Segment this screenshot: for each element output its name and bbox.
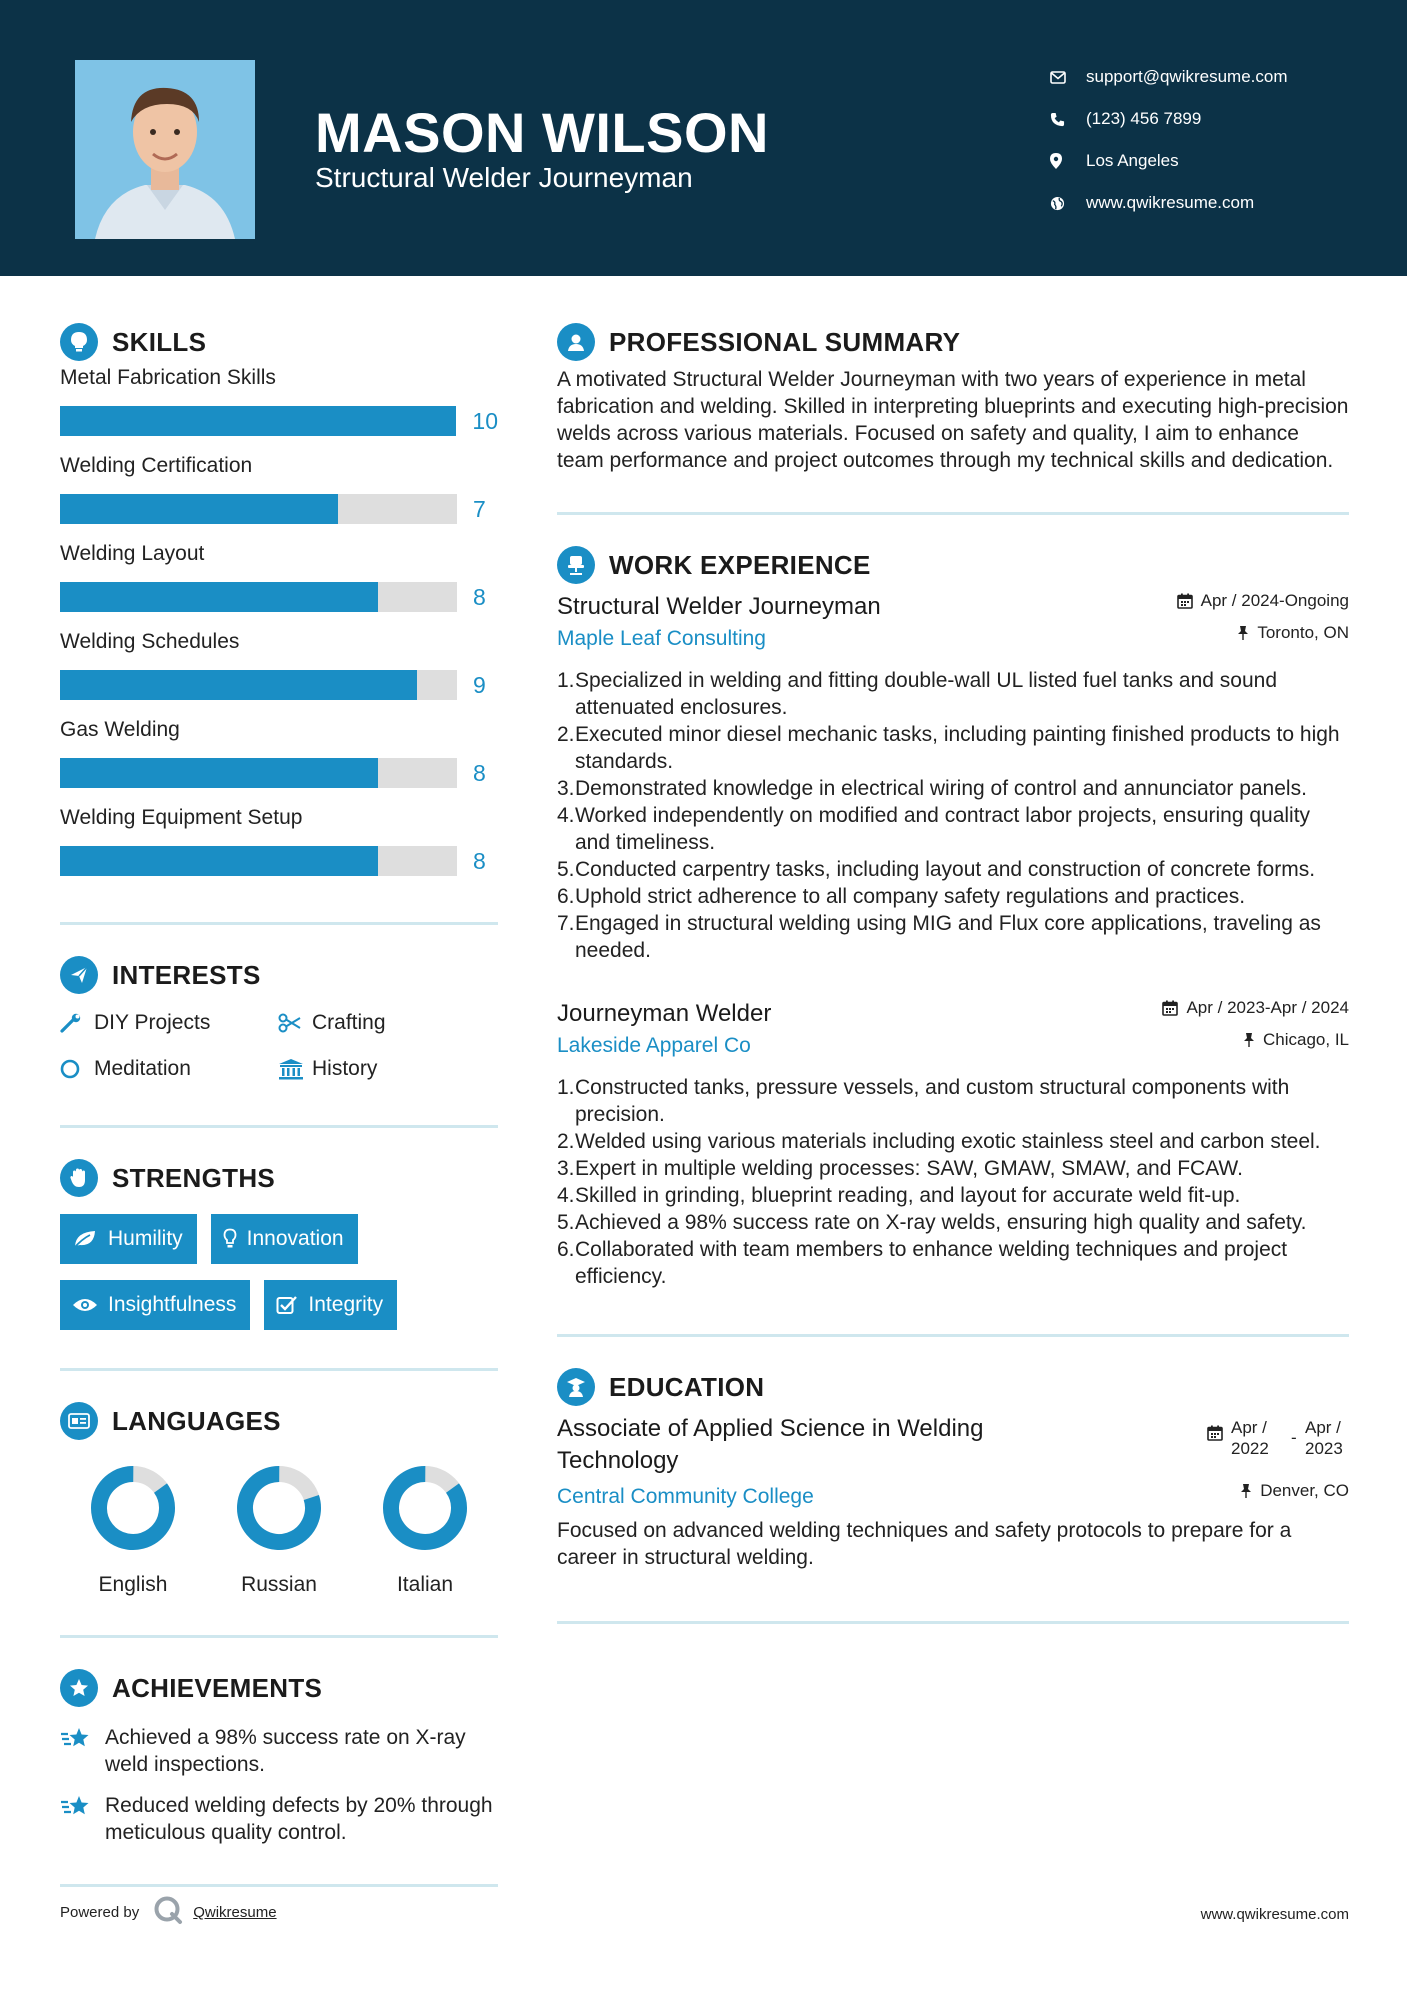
contact-list <box>1050 56 1390 224</box>
bullet-text: Achieved a 98% success rate on X-ray welds, ensuring high quality and safety. <box>575 1211 1307 1234</box>
skill-item <box>60 534 498 620</box>
language-donut <box>88 1463 178 1553</box>
language-donut-level <box>88 1463 178 1553</box>
qwikresume-link[interactable]: Qwikresume <box>193 1904 277 1921</box>
skill-bar-fill <box>60 758 378 788</box>
education-date-start: Apr / 2022 <box>1231 1418 1269 1458</box>
job-date-text: Apr / 2024-Ongoing <box>1200 591 1349 610</box>
language-item <box>60 1463 206 1597</box>
contact-email[interactable] <box>1050 56 1390 98</box>
skill-name: Welding Certification <box>60 454 253 477</box>
strength-label: Insightfulness <box>108 1293 237 1316</box>
job-bullet <box>557 856 1349 883</box>
summary-section <box>557 320 1349 474</box>
skill-value: 8 <box>473 847 486 874</box>
education-title: EDUCATION <box>609 1371 765 1402</box>
footer-powered-by <box>60 1895 277 1930</box>
job-location-text: Chicago, IL <box>1263 1030 1349 1049</box>
bullet-text: Executed minor diesel mechanic tasks, including painting finished products to high standards. <box>575 723 1340 773</box>
section-divider <box>60 1884 498 1887</box>
education-date-end: Apr / 2023 <box>1305 1418 1343 1458</box>
skill-bar <box>60 406 456 436</box>
interest-crafting <box>278 1007 496 1039</box>
skill-row <box>60 574 498 620</box>
education-section <box>557 1365 1349 1571</box>
office-chair-icon <box>557 546 595 584</box>
section-divider <box>557 1334 1349 1337</box>
calendar-icon <box>1177 593 1193 609</box>
lightbulb-icon <box>223 1228 237 1250</box>
skill-bar <box>60 758 457 788</box>
candidate-name: MASON WILSON <box>315 101 769 164</box>
experience-section <box>557 543 1349 1290</box>
contact-website[interactable] <box>1050 182 1390 224</box>
job-title: Journeyman Welder <box>557 1000 772 1027</box>
skill-bar <box>60 670 457 700</box>
user-icon <box>557 323 595 361</box>
job-header <box>557 591 1349 623</box>
globe-icon <box>1050 196 1086 211</box>
language-item <box>352 1463 498 1597</box>
job-bullet <box>557 1128 1349 1155</box>
job-entry <box>557 998 1349 1290</box>
skill-bar-fill <box>60 494 338 524</box>
bullet-number: 2. <box>557 1130 575 1153</box>
language-donut <box>234 1463 324 1553</box>
skill-name: Welding Layout <box>60 542 205 565</box>
job-location-text: Toronto, ON <box>1257 623 1349 642</box>
bullet-number: 1. <box>557 669 575 692</box>
skill-bar <box>60 846 457 876</box>
job-bullet <box>557 910 1349 964</box>
interest-history <box>278 1053 496 1085</box>
section-divider <box>60 1368 498 1371</box>
skill-bar <box>60 582 457 612</box>
skill-row <box>60 838 498 884</box>
strength-innovation <box>211 1214 358 1264</box>
strength-label: Innovation <box>246 1227 344 1250</box>
language-item <box>206 1463 352 1597</box>
skill-row <box>60 486 498 532</box>
section-divider <box>557 512 1349 515</box>
bullet-number: 5. <box>557 858 575 881</box>
interest-label: DIY Projects <box>94 1011 211 1034</box>
profile-photo <box>75 60 255 239</box>
language-name: Italian <box>396 1573 454 1596</box>
phone-icon <box>1050 112 1086 127</box>
job-bullets <box>557 667 1349 964</box>
language-name: Russian <box>241 1573 317 1596</box>
bullet-number: 3. <box>557 777 575 800</box>
bullet-text: Specialized in welding and fitting double-wall UL listed fuel tanks and sound attenuated enclosures. <box>575 669 1277 719</box>
language-name: English <box>98 1573 168 1596</box>
footer-url[interactable]: www.qwikresume.com <box>1200 1906 1349 1923</box>
skill-bar <box>60 494 457 524</box>
skill-value: 9 <box>473 671 486 698</box>
job-bullet <box>557 775 1349 802</box>
bullet-text: Engaged in structural welding using MIG and Flux core applications, traveling as needed. <box>575 912 1321 962</box>
map-pin-icon <box>1050 153 1086 169</box>
bullet-text: Demonstrated knowledge in electrical wiring of control and annunciator panels. <box>575 777 1307 800</box>
bullet-number: 6. <box>557 885 575 908</box>
leaf-icon <box>72 1229 98 1249</box>
summary-text: A motivated Structural Welder Journeyman with two years of experience in metal fabrication and welding. Skilled in interpreting blueprints and executing high-precision welds across various materials. Focused on safety and quality, I aim to enhance team performance and project outcomes through my technical skills and dedication. <box>557 368 1349 472</box>
skill-row <box>60 662 498 708</box>
pushpin-icon <box>1240 1483 1252 1499</box>
interest-meditation <box>60 1053 278 1085</box>
achievements-section <box>60 1666 498 1846</box>
skill-value: 10 <box>472 407 498 434</box>
job-title: Structural Welder Journeyman <box>557 593 881 620</box>
job-bullet <box>557 1209 1349 1236</box>
skill-item <box>60 358 498 444</box>
strength-insightfulness <box>60 1280 250 1330</box>
hand-icon <box>60 1159 98 1197</box>
calendar-icon <box>1207 1425 1223 1441</box>
interest-label: Meditation <box>94 1057 191 1080</box>
job-bullet <box>557 883 1349 910</box>
bullet-number: 7. <box>557 912 575 935</box>
bullet-text: Skilled in grinding, blueprint reading, and layout for accurate weld fit-up. <box>575 1184 1241 1207</box>
bullet-number: 1. <box>557 1076 575 1099</box>
skill-bar-fill <box>60 582 378 612</box>
section-divider <box>60 922 498 925</box>
bullet-number: 5. <box>557 1211 575 1234</box>
bullet-number: 4. <box>557 1184 575 1207</box>
strength-humility <box>60 1214 197 1264</box>
star-icon <box>60 1669 98 1707</box>
envelope-icon <box>1050 71 1086 84</box>
language-donut <box>380 1463 470 1553</box>
job-date <box>1177 591 1349 611</box>
achievement-item <box>60 1792 498 1846</box>
shooting-star-icon <box>60 1724 105 1778</box>
check-square-icon <box>276 1295 298 1315</box>
strengths-section <box>60 1156 498 1330</box>
job-bullet <box>557 1074 1349 1128</box>
skill-bar-fill <box>60 406 456 436</box>
education-school: Central Community College <box>557 1485 814 1508</box>
bullet-text: Constructed tanks, pressure vessels, and custom structural components with precision. <box>575 1076 1290 1126</box>
section-divider <box>557 1621 1349 1624</box>
job-entry <box>557 591 1349 964</box>
skill-bar-fill <box>60 846 378 876</box>
achievement-item <box>60 1724 498 1778</box>
job-bullet <box>557 802 1349 856</box>
bullet-text: Collaborated with team members to enhance welding techniques and project efficiency. <box>575 1238 1288 1288</box>
achievement-text: Achieved a 98% success rate on X-ray weld inspections. <box>105 1726 466 1776</box>
job-company: Lakeside Apparel Co <box>557 1034 751 1057</box>
resume-header <box>0 0 1407 276</box>
museum-icon <box>278 1058 312 1080</box>
summary-title: PROFESSIONAL SUMMARY <box>609 326 961 357</box>
job-date-text: Apr / 2023-Apr / 2024 <box>1186 998 1349 1017</box>
education-date-separator: - <box>1291 1428 1297 1447</box>
skills-section <box>60 320 498 884</box>
bullet-number: 6. <box>557 1238 575 1261</box>
skill-name: Welding Equipment Setup <box>60 806 303 829</box>
job-subheader <box>557 1030 1349 1062</box>
education-degree: Associate of Applied Science in Welding Technology <box>557 1415 984 1474</box>
section-divider <box>60 1635 498 1638</box>
job-bullets <box>557 1074 1349 1290</box>
skill-name: Metal Fabrication Skills <box>60 366 276 389</box>
candidate-title: Structural Welder Journeyman <box>315 162 693 193</box>
job-bullet <box>557 1236 1349 1290</box>
job-bullet <box>557 1155 1349 1182</box>
interest-label: Crafting <box>312 1011 386 1034</box>
graduate-icon <box>557 1368 595 1406</box>
section-divider <box>60 1125 498 1128</box>
bullet-text: Welded using various materials including exotic stainless steel and carbon steel. <box>575 1130 1321 1153</box>
skill-value: 8 <box>473 759 486 786</box>
skill-item <box>60 446 498 532</box>
eye-icon <box>72 1297 98 1313</box>
strengths-title: STRENGTHS <box>112 1162 276 1193</box>
right-column <box>557 320 1349 1624</box>
language-donut-level <box>380 1463 470 1553</box>
lightbulb-icon <box>60 323 98 361</box>
bullet-text: Expert in multiple welding processes: SAW, GMAW, SMAW, and FCAW. <box>575 1157 1243 1180</box>
scissors-icon <box>278 1013 312 1033</box>
circle-icon <box>60 1058 94 1080</box>
interests-title: INTERESTS <box>112 959 261 990</box>
wrench-icon <box>60 1012 94 1034</box>
pushpin-icon <box>1237 625 1249 641</box>
experience-title: WORK EXPERIENCE <box>609 549 871 580</box>
interests-section <box>60 953 498 1085</box>
skill-row <box>60 750 498 796</box>
strength-label: Integrity <box>308 1293 384 1316</box>
job-bullet <box>557 667 1349 721</box>
skill-item <box>60 622 498 708</box>
achievements-title: ACHIEVEMENTS <box>112 1672 323 1703</box>
bullet-number: 4. <box>557 804 575 827</box>
skills-title: SKILLS <box>112 326 207 357</box>
left-column <box>60 320 498 1887</box>
contact-phone[interactable] <box>1050 98 1390 140</box>
pushpin-icon <box>1243 1032 1255 1048</box>
education-location: Denver, CO <box>1260 1481 1349 1500</box>
job-bullet <box>557 721 1349 775</box>
skill-value: 7 <box>473 495 486 522</box>
bullet-number: 2. <box>557 723 575 746</box>
shooting-star-icon <box>60 1792 105 1846</box>
bullet-number: 3. <box>557 1157 575 1180</box>
bullet-text: Conducted carpentry tasks, including layout and construction of concrete forms. <box>575 858 1316 881</box>
achievement-text: Reduced welding defects by 20% through meticulous quality control. <box>105 1794 493 1844</box>
job-subheader <box>557 623 1349 655</box>
languages-section <box>60 1399 498 1597</box>
languages-title: LANGUAGES <box>112 1405 281 1436</box>
strength-label: Humility <box>108 1227 183 1250</box>
skill-item <box>60 798 498 884</box>
paper-plane-icon <box>60 956 98 994</box>
job-date <box>1162 998 1349 1018</box>
job-location <box>1237 623 1349 643</box>
skill-row <box>60 398 498 444</box>
job-company: Maple Leaf Consulting <box>557 627 766 650</box>
bullet-text: Worked independently on modified and contract labor projects, ensuring quality and timeliness. <box>575 804 1311 854</box>
language-donut-level <box>236 1465 322 1551</box>
contact-location-text: Los Angeles <box>1086 151 1179 170</box>
contact-phone-text: (123) 456 7899 <box>1086 109 1202 128</box>
job-location <box>1243 1030 1349 1050</box>
interest-label: History <box>312 1057 378 1080</box>
powered-by-text: Powered by <box>60 1904 140 1921</box>
qwikresume-logo-icon <box>153 1895 183 1930</box>
strength-integrity <box>264 1280 397 1330</box>
interest-diy-projects <box>60 1007 278 1039</box>
contact-location <box>1050 140 1390 182</box>
contact-website-text: www.qwikresume.com <box>1086 193 1255 212</box>
skill-name: Gas Welding <box>60 718 180 741</box>
skill-value: 8 <box>473 583 486 610</box>
calendar-icon <box>1162 1000 1178 1016</box>
contact-email-text: support@qwikresume.com <box>1086 67 1288 86</box>
bullet-text: Uphold strict adherence to all company safety regulations and practices. <box>575 885 1246 908</box>
education-text: Focused on advanced welding techniques and safety protocols to prepare for a career in structural welding. <box>557 1519 1292 1569</box>
job-bullet <box>557 1182 1349 1209</box>
skill-name: Welding Schedules <box>60 630 240 653</box>
job-header <box>557 998 1349 1030</box>
id-card-icon <box>60 1402 98 1440</box>
skill-item <box>60 710 498 796</box>
skill-bar-fill <box>60 670 417 700</box>
